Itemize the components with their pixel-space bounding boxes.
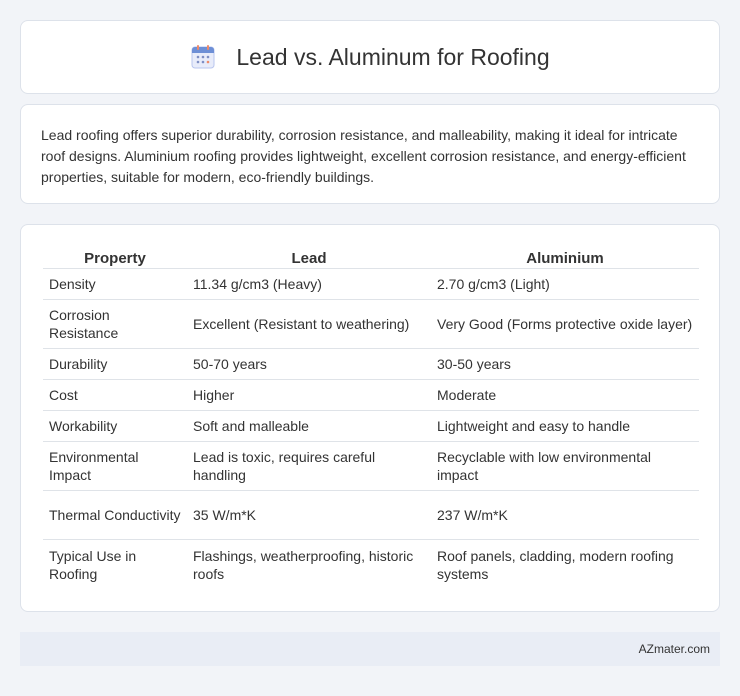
intro-text: Lead roofing offers superior durability, corrosion resistance, and malleability, making it ideal for intricate roof designs. Aluminium roofing provides lightweight, excellent corrosion resistance, and energy-efficient properties, suitable for modern, eco-friendly buildings. xyxy=(41,127,686,185)
aluminium-cell: Roof panels, cladding, modern roofing systems xyxy=(437,547,674,582)
aluminium-cell: Lightweight and easy to handle xyxy=(431,411,699,442)
property-cell: Environmental Impact xyxy=(43,442,187,491)
header-aluminium: Aluminium xyxy=(431,247,699,269)
property-cell: Thermal Conductivity xyxy=(43,491,187,540)
property-cell: Durability xyxy=(43,349,187,380)
header-lead: Lead xyxy=(187,247,431,269)
table-row xyxy=(43,349,699,380)
comparison-table xyxy=(43,247,699,589)
lead-cell: 35 W/m*K xyxy=(187,491,431,540)
table-row xyxy=(43,540,699,589)
lead-cell: Higher xyxy=(187,380,431,411)
lead-cell: Flashings, weatherproofing, historic roofs xyxy=(193,547,414,582)
page-title: Lead vs. Aluminum for Roofing xyxy=(236,43,550,70)
aluminium-cell: Very Good (Forms protective oxide layer) xyxy=(431,300,699,349)
footer-brand: AZmater.com xyxy=(638,642,710,656)
table-row xyxy=(43,380,699,411)
title-card xyxy=(20,20,720,94)
footer xyxy=(20,632,720,666)
lead-cell: 50-70 years xyxy=(187,349,431,380)
header-property: Property xyxy=(43,247,187,269)
calendar-icon xyxy=(190,44,216,70)
aluminium-cell: 30-50 years xyxy=(431,349,699,380)
lead-cell: Soft and malleable xyxy=(187,411,431,442)
property-cell: Cost xyxy=(43,380,187,411)
aluminium-cell: 2.70 g/cm3 (Light) xyxy=(431,269,699,300)
table-row xyxy=(43,442,699,491)
comparison-card xyxy=(20,224,720,612)
property-cell: Workability xyxy=(43,411,187,442)
lead-cell: Lead is toxic, requires careful handling xyxy=(187,442,431,491)
aluminium-cell: Recyclable with low environmental impact xyxy=(431,442,699,491)
aluminium-cell: Moderate xyxy=(431,380,699,411)
table-header-row xyxy=(43,247,699,269)
property-cell: Typical Use in Roofing xyxy=(49,547,137,582)
intro-card xyxy=(20,104,720,204)
table-row xyxy=(43,300,699,349)
property-cell: Density xyxy=(43,269,187,300)
aluminium-cell: 237 W/m*K xyxy=(431,491,699,540)
lead-cell: Excellent (Resistant to weathering) xyxy=(187,300,431,349)
lead-cell: 11.34 g/cm3 (Heavy) xyxy=(187,269,431,300)
table-row xyxy=(43,491,699,540)
table-row xyxy=(43,411,699,442)
property-cell: Corrosion Resistance xyxy=(43,300,187,349)
table-row xyxy=(43,269,699,300)
